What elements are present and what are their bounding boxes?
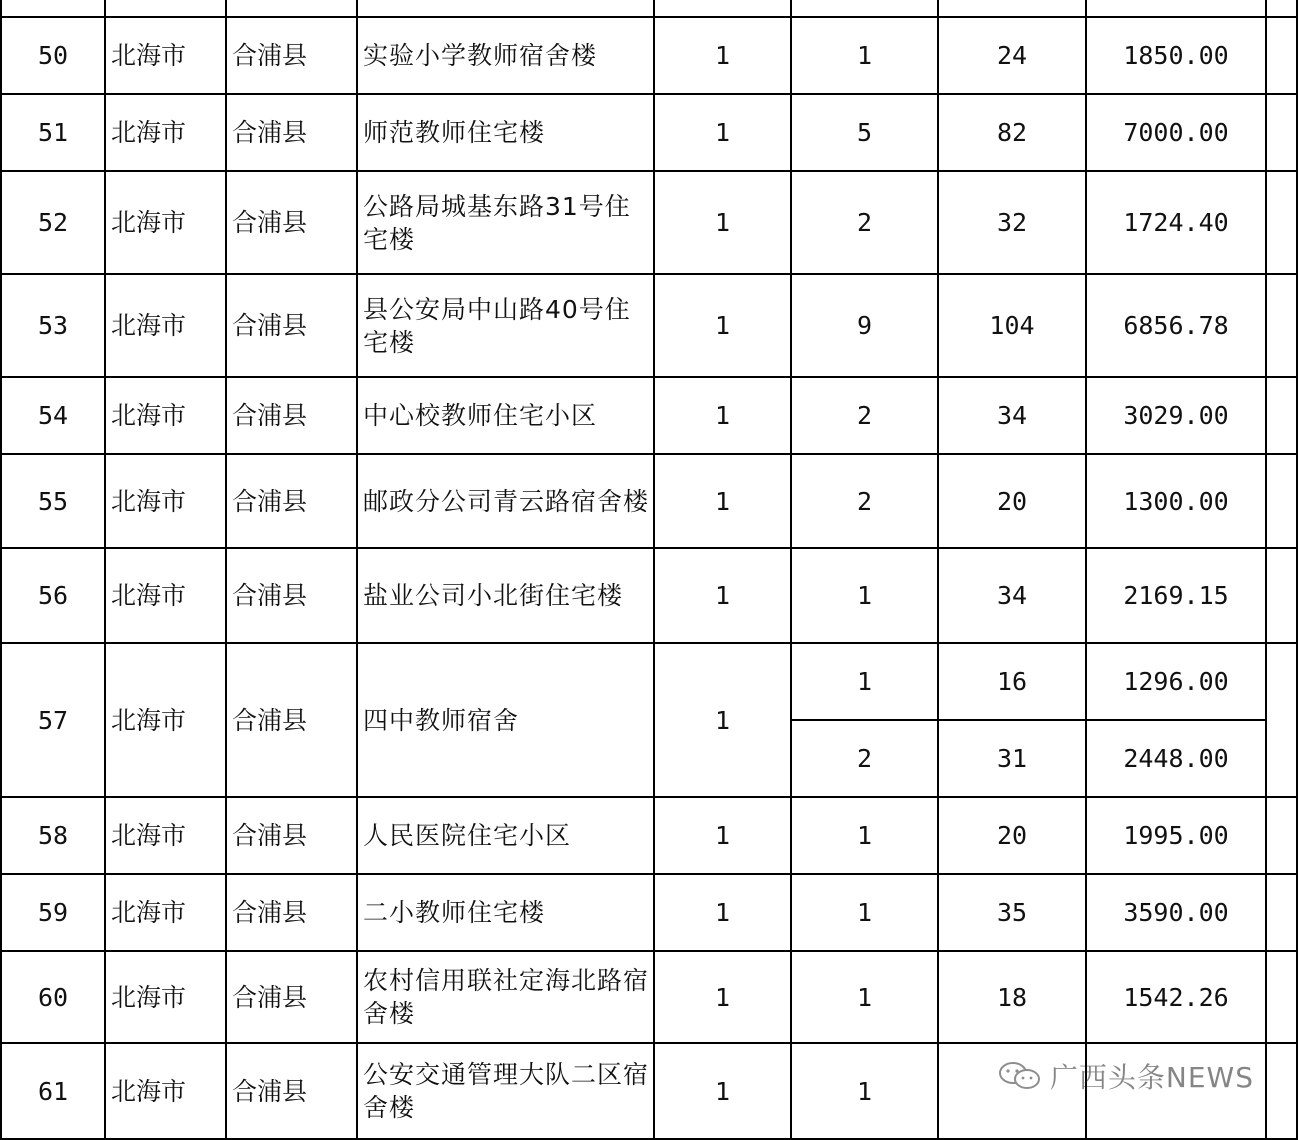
source-watermark xyxy=(998,1056,1254,1096)
row-number: 53 xyxy=(1,274,105,377)
blank-cell xyxy=(1266,94,1297,171)
building-count-cell: 1 xyxy=(791,1043,938,1139)
table-row xyxy=(1,377,1297,454)
city-cell: 北海市 xyxy=(105,797,226,874)
project-name-cell: 盐业公司小北街住宅楼 xyxy=(357,548,654,643)
county-cell: 合浦县 xyxy=(226,874,357,951)
city-cell: 北海市 xyxy=(105,548,226,643)
row-number: 56 xyxy=(1,548,105,643)
building-count-cell: 1 xyxy=(791,874,938,951)
household-count-cell: 34 xyxy=(938,548,1086,643)
area-cell: 3029.00 xyxy=(1086,377,1266,454)
blank-cell xyxy=(1266,643,1297,797)
city-cell: 北海市 xyxy=(105,17,226,94)
count-cell: 1 xyxy=(654,797,791,874)
row-number: 60 xyxy=(1,951,105,1043)
area-cell: 2169.15 xyxy=(1086,548,1266,643)
building-count-cell: 2 xyxy=(791,720,938,797)
blank-cell xyxy=(1266,454,1297,548)
table-row xyxy=(1,454,1297,548)
county-cell: 合浦县 xyxy=(226,643,357,797)
area-cell: 3590.00 xyxy=(1086,874,1266,951)
count-cell: 1 xyxy=(654,17,791,94)
project-name-cell: 公安交通管理大队二区宿舍楼 xyxy=(357,1043,654,1139)
city-cell: 北海市 xyxy=(105,94,226,171)
blank-cell xyxy=(1266,548,1297,643)
count-cell: 1 xyxy=(654,874,791,951)
area-cell: 1296.00 xyxy=(1086,643,1266,720)
building-count-cell: 9 xyxy=(791,274,938,377)
watermark-text: 广西头条NEWS xyxy=(1049,1061,1254,1094)
table-row xyxy=(1,874,1297,951)
blank-cell xyxy=(1266,171,1297,274)
building-count-cell: 2 xyxy=(791,377,938,454)
row-number: 57 xyxy=(1,643,105,797)
table-row xyxy=(1,94,1297,171)
row-number: 51 xyxy=(1,94,105,171)
count-cell: 1 xyxy=(654,171,791,274)
county-cell: 合浦县 xyxy=(226,548,357,643)
city-cell: 北海市 xyxy=(105,377,226,454)
row-number: 59 xyxy=(1,874,105,951)
county-cell: 合浦县 xyxy=(226,454,357,548)
area-cell: 1300.00 xyxy=(1086,454,1266,548)
count-cell: 1 xyxy=(654,377,791,454)
count-cell: 1 xyxy=(654,274,791,377)
project-name-cell: 二小教师住宅楼 xyxy=(357,874,654,951)
blank-cell xyxy=(1266,797,1297,874)
building-count-cell: 1 xyxy=(791,797,938,874)
table-row xyxy=(1,951,1297,1043)
row-number: 58 xyxy=(1,797,105,874)
county-cell: 合浦县 xyxy=(226,171,357,274)
household-count-cell: 20 xyxy=(938,797,1086,874)
count-cell: 1 xyxy=(654,548,791,643)
blank-cell xyxy=(1266,377,1297,454)
building-count-cell: 1 xyxy=(791,17,938,94)
household-count-cell: 104 xyxy=(938,274,1086,377)
building-count-cell: 2 xyxy=(791,454,938,548)
county-cell: 合浦县 xyxy=(226,17,357,94)
blank-cell xyxy=(1266,274,1297,377)
county-cell: 合浦县 xyxy=(226,1043,357,1139)
county-cell: 合浦县 xyxy=(226,797,357,874)
household-count-cell: 34 xyxy=(938,377,1086,454)
city-cell: 北海市 xyxy=(105,643,226,797)
building-count-cell: 1 xyxy=(791,951,938,1043)
row-number: 54 xyxy=(1,377,105,454)
city-cell: 北海市 xyxy=(105,874,226,951)
table-row xyxy=(1,548,1297,643)
project-name-cell: 四中教师宿舍 xyxy=(357,643,654,797)
count-cell: 1 xyxy=(654,643,791,797)
count-cell: 1 xyxy=(654,94,791,171)
project-name-cell: 中心校教师住宅小区 xyxy=(357,377,654,454)
household-count-cell: 20 xyxy=(938,454,1086,548)
household-count-cell: 24 xyxy=(938,17,1086,94)
count-cell: 1 xyxy=(654,454,791,548)
building-count-cell: 1 xyxy=(791,643,938,720)
area-cell: 1542.26 xyxy=(1086,951,1266,1043)
household-count-cell: 31 xyxy=(938,720,1086,797)
area-cell: 1724.40 xyxy=(1086,171,1266,274)
household-count-cell: 82 xyxy=(938,94,1086,171)
household-count-cell: 16 xyxy=(938,643,1086,720)
table-row xyxy=(1,274,1297,377)
blank-cell xyxy=(1266,17,1297,94)
city-cell: 北海市 xyxy=(105,951,226,1043)
project-name-cell: 农村信用联社定海北路宿舍楼 xyxy=(357,951,654,1043)
table-row xyxy=(1,171,1297,274)
project-name-cell: 人民医院住宅小区 xyxy=(357,797,654,874)
blank-cell xyxy=(1266,874,1297,951)
city-cell: 北海市 xyxy=(105,274,226,377)
city-cell: 北海市 xyxy=(105,1043,226,1139)
area-cell: 7000.00 xyxy=(1086,94,1266,171)
county-cell: 合浦县 xyxy=(226,377,357,454)
table-top-stub xyxy=(1,0,1297,17)
row-number: 50 xyxy=(1,17,105,94)
table-row xyxy=(1,643,1297,720)
project-name-cell: 邮政分公司青云路宿舍楼 xyxy=(357,454,654,548)
project-name-cell: 公路局城基东路31号住宅楼 xyxy=(357,171,654,274)
area-cell: 1850.00 xyxy=(1086,17,1266,94)
area-cell: 6856.78 xyxy=(1086,274,1266,377)
area-cell: 1995.00 xyxy=(1086,797,1266,874)
project-name-cell: 师范教师住宅楼 xyxy=(357,94,654,171)
table-row xyxy=(1,17,1297,94)
county-cell: 合浦县 xyxy=(226,94,357,171)
building-count-cell: 1 xyxy=(791,548,938,643)
row-number: 55 xyxy=(1,454,105,548)
table-row xyxy=(1,797,1297,874)
blank-cell xyxy=(1266,1043,1297,1139)
household-count-cell: 18 xyxy=(938,951,1086,1043)
city-cell: 北海市 xyxy=(105,454,226,548)
row-number: 61 xyxy=(1,1043,105,1139)
household-count-cell: 32 xyxy=(938,171,1086,274)
project-name-cell: 实验小学教师宿舍楼 xyxy=(357,17,654,94)
project-name-cell: 县公安局中山路40号住宅楼 xyxy=(357,274,654,377)
city-cell: 北海市 xyxy=(105,171,226,274)
blank-cell xyxy=(1266,951,1297,1043)
row-number: 52 xyxy=(1,171,105,274)
wechat-icon xyxy=(998,1061,1042,1091)
county-cell: 合浦县 xyxy=(226,274,357,377)
count-cell: 1 xyxy=(654,1043,791,1139)
building-count-cell: 5 xyxy=(791,94,938,171)
building-count-cell: 2 xyxy=(791,171,938,274)
count-cell: 1 xyxy=(654,951,791,1043)
household-count-cell: 35 xyxy=(938,874,1086,951)
county-cell: 合浦县 xyxy=(226,951,357,1043)
area-cell: 2448.00 xyxy=(1086,720,1266,797)
